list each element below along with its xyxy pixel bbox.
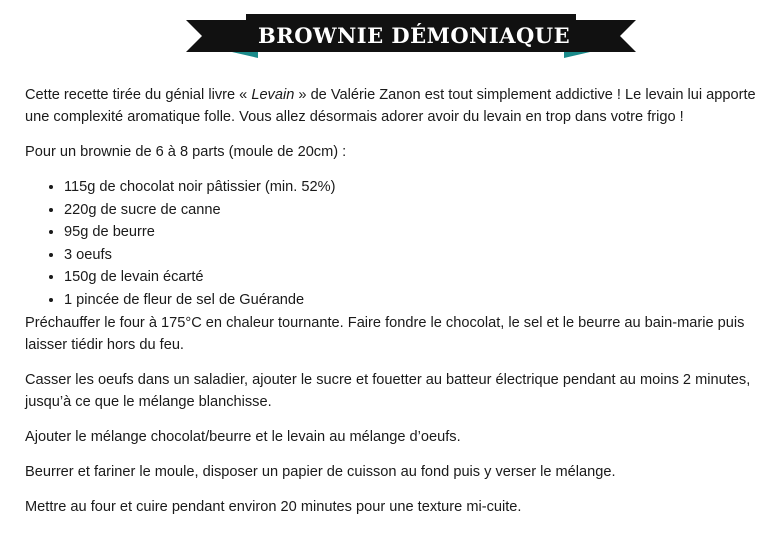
intro-text-after: » de Valérie Zanon est tout simplement addictive ! Le levain lui apporte une complexité aromatique folle. Vous allez désormais adorer avoir du levain en trop dans votre frigo ! [25, 87, 756, 125]
ingredient-item: • 220g de sucre de canne [64, 199, 760, 222]
book-title: Levain [251, 87, 295, 103]
ingredient-item: • 150g de levain écarté [64, 266, 760, 289]
ribbon-right-fold [564, 52, 590, 58]
ingredient-item: • 115g de chocolat noir pâtissier (min. 52%) [64, 176, 760, 199]
portions-line: Pour un brownie de 6 à 8 parts (moule de 20cm) : [25, 144, 347, 160]
step-paragraph: Beurrer et fariner le moule, disposer un papier de cuisson au fond puis y verser le mélange. [25, 463, 616, 480]
ingredient-item: • 1 pincée de fleur de sel de Guérande [64, 289, 760, 312]
step-paragraph: Ajouter le mélange chocolat/beurre et le levain au mélange d’oeufs. [25, 428, 461, 445]
step-paragraph: Mettre au four et cuire pendant environ 20 minutes pour une texture mi-cuite. [25, 498, 522, 515]
recipe-content [25, 84, 760, 531]
title-banner [186, 12, 636, 58]
step-paragraph: Casser les oeufs dans un saladier, ajouter le sucre et fouetter au batteur électrique pendant au moins 2 minutes, jusqu’à ce que le mélange blanchisse. [25, 371, 751, 410]
ribbon-left-tail [186, 20, 246, 52]
ribbon-right-tail [576, 20, 636, 52]
step-paragraph: Préchauffer le four à 175°C en chaleur tournante. Faire fondre le chocolat, le sel et le beurre au bain-marie puis laisser tiédir hors du feu. [25, 314, 745, 353]
ribbon-left-fold [232, 52, 258, 58]
ingredient-item: • 3 oeufs [64, 244, 760, 267]
intro-text-before: Cette recette tirée du génial livre « [25, 87, 252, 103]
ingredient-item: • 95g de beurre [64, 221, 760, 244]
intro-paragraph [25, 84, 760, 128]
ingredient-list [25, 176, 760, 312]
page-title: BROWNIE DÉMONIAQUE [258, 23, 571, 48]
